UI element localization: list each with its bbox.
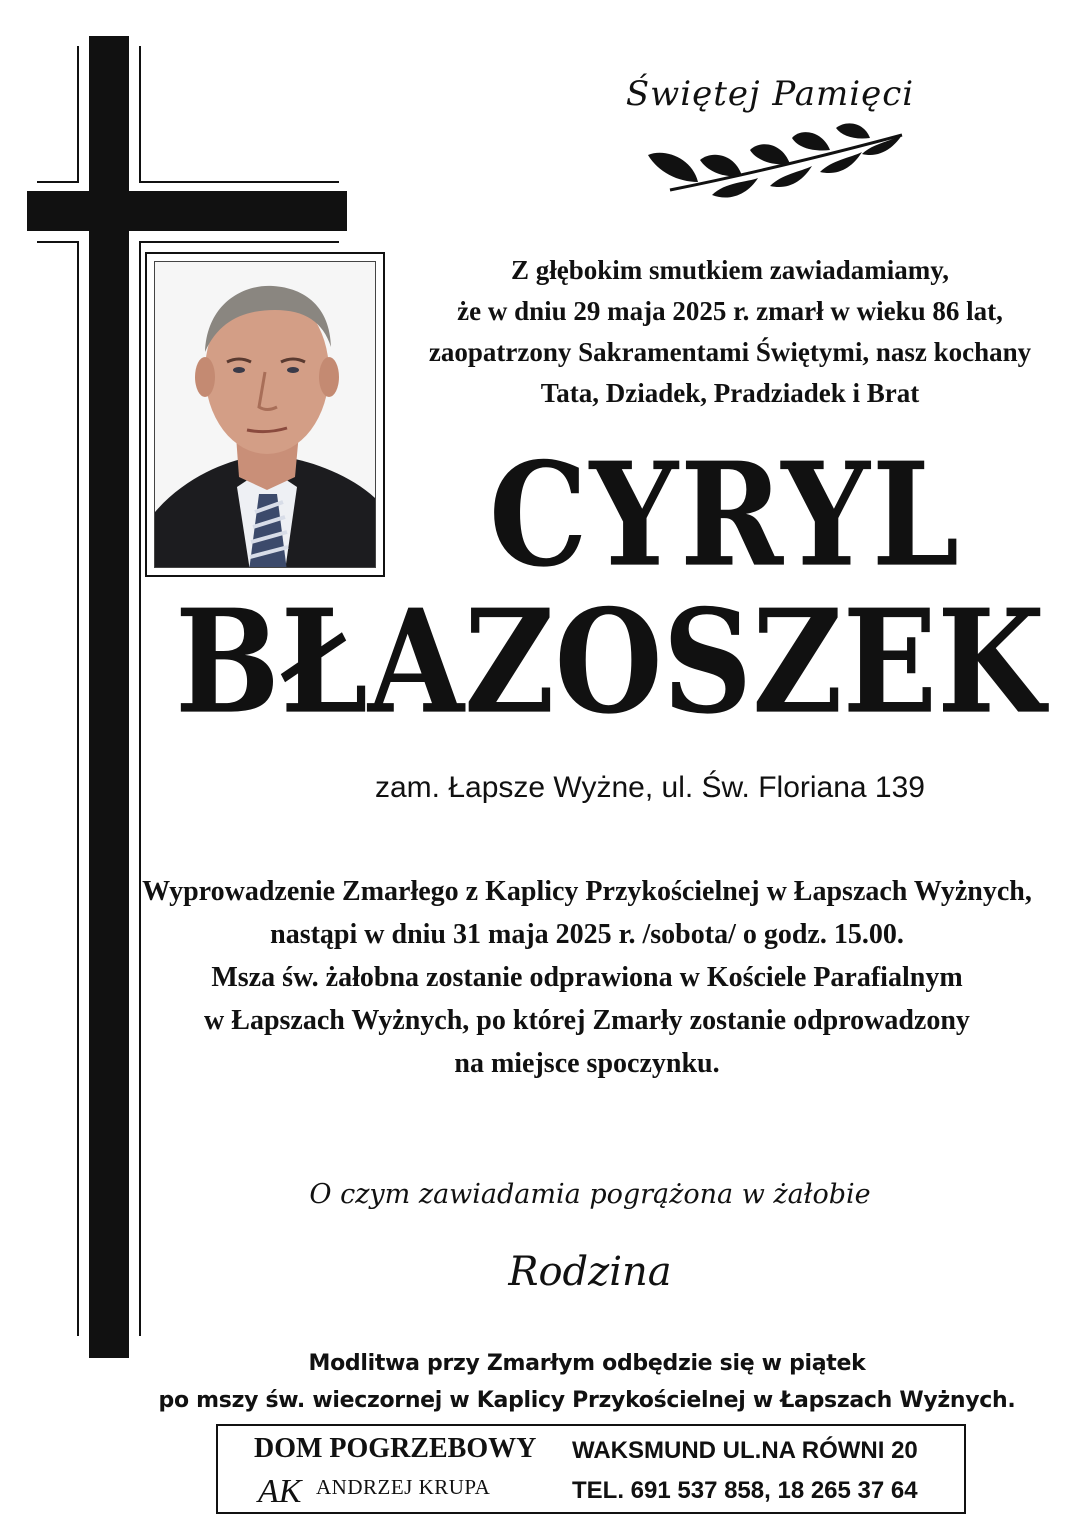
funeral-line: Wyprowadzenie Zmarłego z Kaplicy Przykościelnej w Łapszach Wyżnych, (142, 876, 1032, 907)
logo-letters: AK (258, 1473, 302, 1510)
intro-line: Z głębokim smutkiem zawiadamiamy, (510, 255, 949, 285)
intro-line: zaopatrzony Sakramentami Świętymi, nasz kochany (428, 337, 1032, 367)
funeral-home-address: WAKSMUND UL.NA RÓWNI 20 (572, 1437, 918, 1464)
prayer-notice (100, 1345, 1074, 1419)
cross-horizontal-beam (27, 191, 347, 231)
signoff-text: O czym zawiadamia pogrążona w żałobie (309, 1179, 871, 1210)
funeral-home-box (216, 1424, 966, 1514)
deceased-last-name: BŁAZOSZEK (175, 579, 1045, 747)
intro-line: Tata, Dziadek, Pradziadek i Brat (540, 378, 920, 408)
deceased-first-name: CYRYL (488, 432, 962, 600)
cross-outline-line (37, 241, 79, 243)
portrait-photo (145, 252, 385, 577)
portrait-image (154, 261, 376, 568)
olive-branch-icon (640, 120, 905, 205)
funeral-home-owner: ANDRZEJ KRUPA (316, 1475, 491, 1499)
cross-outline-line (139, 46, 141, 181)
funeral-line: Msza św. żałobna zostanie odprawiona w Kościele Parafialnym (211, 962, 963, 993)
funeral-details (100, 870, 1074, 1085)
cross-outline-line (139, 241, 339, 243)
announcement-intro (390, 250, 1070, 414)
family-signature: Rodzina (508, 1249, 672, 1295)
cross-outline-line (77, 46, 79, 181)
cross-outline-line (37, 181, 79, 183)
funeral-home-name: DOM POGRZEBOWY (254, 1433, 537, 1464)
prayer-line: Modlitwa przy Zmarłym odbędzie się w piątek (308, 1351, 866, 1376)
funeral-line: nastąpi w dniu 31 maja 2025 r. /sobota/ o godz. 15.00. (270, 919, 904, 950)
cross-outline-line (139, 181, 339, 183)
heading-title: Świętej Pamięci (625, 74, 915, 114)
funeral-line: w Łapszach Wyżnych, po której Zmarły zostanie odprowadzony (204, 1005, 970, 1036)
funeral-home-phone: TEL. 691 537 858, 18 265 37 64 (572, 1477, 918, 1504)
funeral-home-logo (256, 1470, 316, 1510)
funeral-line: na miejsce spoczynku. (454, 1048, 720, 1079)
cross-vertical-beam (89, 36, 129, 1358)
cross-outline-line (77, 241, 79, 1336)
cross-outline-line (139, 241, 141, 1336)
deceased-address: zam. Łapsze Wyżne, ul. Św. Floriana 139 (375, 771, 925, 804)
prayer-line: po mszy św. wieczornej w Kaplicy Przykościelnej w Łapszach Wyżnych. (158, 1388, 1016, 1413)
intro-line: że w dniu 29 maja 2025 r. zmarł w wieku 86 lat, (457, 296, 1003, 326)
portrait-illustration (155, 262, 376, 568)
